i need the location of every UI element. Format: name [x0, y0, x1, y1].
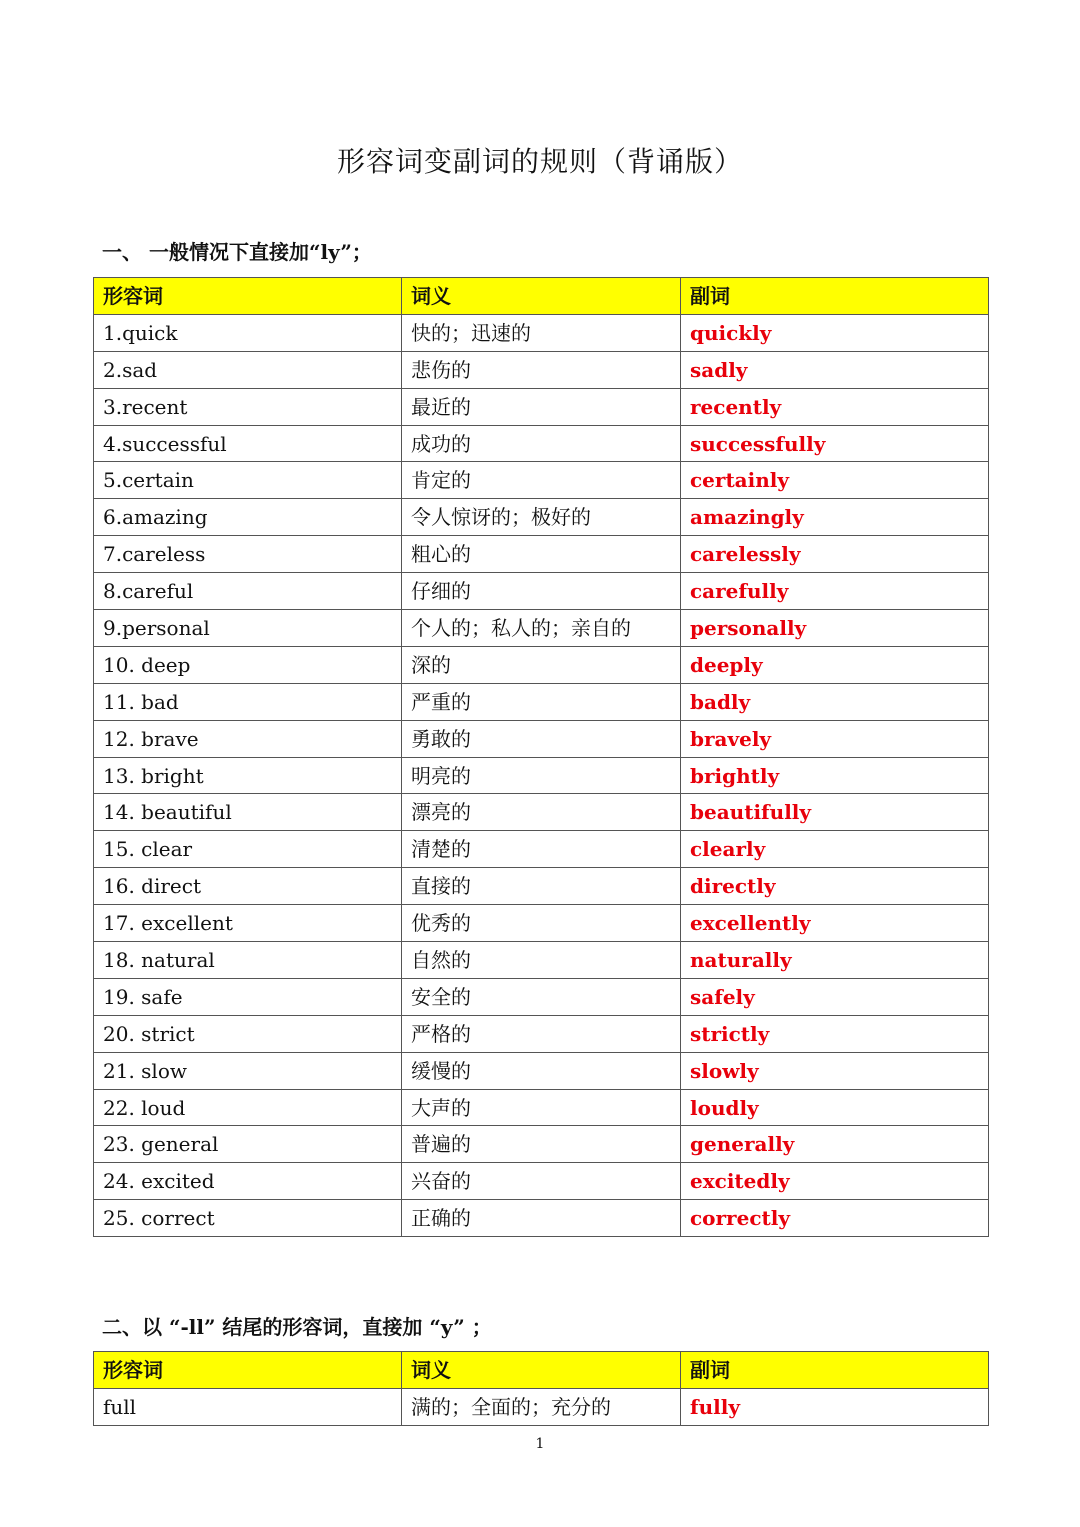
adverb-cell: deeply	[681, 646, 989, 683]
header-meaning: 词义	[402, 1352, 681, 1389]
adverb-cell: recently	[681, 388, 989, 425]
table-row	[94, 720, 989, 757]
adjective-cell: 2.sad	[94, 351, 402, 388]
meaning-cell: 悲伤的	[402, 351, 681, 388]
adjective-cell: 10. deep	[94, 646, 402, 683]
adverb-cell: slowly	[681, 1052, 989, 1089]
adjective-cell: 25. correct	[94, 1200, 402, 1237]
table-row	[94, 536, 989, 573]
adverb-cell: carelessly	[681, 536, 989, 573]
table-row	[94, 757, 989, 794]
meaning-cell: 正确的	[402, 1200, 681, 1237]
adjective-cell: 18. natural	[94, 942, 402, 979]
adverb-cell: generally	[681, 1126, 989, 1163]
table-row	[94, 1200, 989, 1237]
meaning-cell: 肯定的	[402, 462, 681, 499]
adverb-cell: badly	[681, 683, 989, 720]
table-row	[94, 868, 989, 905]
table-row	[94, 794, 989, 831]
meaning-cell: 缓慢的	[402, 1052, 681, 1089]
table-row	[94, 683, 989, 720]
header-meaning: 词义	[402, 278, 681, 315]
adjective-cell: 14. beautiful	[94, 794, 402, 831]
adverb-cell: successfully	[681, 425, 989, 462]
header-adjective: 形容词	[94, 278, 402, 315]
table-header-row	[94, 278, 989, 315]
section-2-body	[94, 1388, 989, 1425]
meaning-cell: 漂亮的	[402, 794, 681, 831]
adjective-cell: 20. strict	[94, 1015, 402, 1052]
table-row	[94, 1015, 989, 1052]
adverb-cell: naturally	[681, 942, 989, 979]
page-title: 形容词变副词的规则（背诵版）	[336, 145, 743, 178]
adjective-cell: 17. excellent	[94, 905, 402, 942]
table-row	[94, 388, 989, 425]
adjective-cell: 6.amazing	[94, 499, 402, 536]
table-row	[94, 314, 989, 351]
meaning-cell: 成功的	[402, 425, 681, 462]
table-row	[94, 1089, 989, 1126]
adjective-cell: 11. bad	[94, 683, 402, 720]
table-row	[94, 646, 989, 683]
meaning-cell: 粗心的	[402, 536, 681, 573]
adjective-cell: 5.certain	[94, 462, 402, 499]
meaning-cell: 满的；全面的；充分的	[402, 1388, 681, 1425]
adverb-cell: excellently	[681, 905, 989, 942]
adverb-cell: excitedly	[681, 1163, 989, 1200]
adjective-cell: 15. clear	[94, 831, 402, 868]
meaning-cell: 深的	[402, 646, 681, 683]
adjective-cell: 1.quick	[94, 314, 402, 351]
adjective-cell: full	[94, 1388, 402, 1425]
header-adverb: 副词	[681, 1352, 989, 1389]
adverb-cell: correctly	[681, 1200, 989, 1237]
adverb-cell: carefully	[681, 573, 989, 610]
adverb-cell: brightly	[681, 757, 989, 794]
adjective-cell: 8.careful	[94, 573, 402, 610]
meaning-cell: 自然的	[402, 942, 681, 979]
adverb-cell: personally	[681, 610, 989, 647]
section-2-heading: 二、以 “-ll” 结尾的形容词，直接加 “y” ；	[102, 1315, 492, 1339]
meaning-cell: 安全的	[402, 978, 681, 1015]
adverb-cell: quickly	[681, 314, 989, 351]
adjective-cell: 19. safe	[94, 978, 402, 1015]
adverb-cell: loudly	[681, 1089, 989, 1126]
adverb-cell: amazingly	[681, 499, 989, 536]
meaning-cell: 快的；迅速的	[402, 314, 681, 351]
adjective-cell: 16. direct	[94, 868, 402, 905]
adjective-cell: 21. slow	[94, 1052, 402, 1089]
table-row	[94, 1052, 989, 1089]
meaning-cell: 令人惊讶的；极好的	[402, 499, 681, 536]
section-1-table	[93, 277, 989, 1237]
adverb-cell: sadly	[681, 351, 989, 388]
adjective-cell: 22. loud	[94, 1089, 402, 1126]
table-row	[94, 425, 989, 462]
adjective-cell: 12. brave	[94, 720, 402, 757]
table-row	[94, 905, 989, 942]
meaning-cell: 勇敢的	[402, 720, 681, 757]
section-1-heading: 一、 一般情况下直接加“ly”；	[102, 240, 372, 264]
table-row	[94, 573, 989, 610]
adjective-cell: 23. general	[94, 1126, 402, 1163]
section-1-body	[94, 314, 989, 1236]
meaning-cell: 兴奋的	[402, 1163, 681, 1200]
meaning-cell: 严重的	[402, 683, 681, 720]
adjective-cell: 9.personal	[94, 610, 402, 647]
table-header-row	[94, 1352, 989, 1389]
meaning-cell: 最近的	[402, 388, 681, 425]
table-row	[94, 499, 989, 536]
adjective-cell: 24. excited	[94, 1163, 402, 1200]
table-row	[94, 1388, 989, 1425]
table-row	[94, 610, 989, 647]
meaning-cell: 个人的；私人的；亲自的	[402, 610, 681, 647]
adverb-cell: beautifully	[681, 794, 989, 831]
adjective-cell: 13. bright	[94, 757, 402, 794]
meaning-cell: 严格的	[402, 1015, 681, 1052]
meaning-cell: 大声的	[402, 1089, 681, 1126]
adjective-cell: 3.recent	[94, 388, 402, 425]
meaning-cell: 直接的	[402, 868, 681, 905]
adverb-cell: safely	[681, 978, 989, 1015]
adverb-cell: bravely	[681, 720, 989, 757]
table-row	[94, 1126, 989, 1163]
meaning-cell: 仔细的	[402, 573, 681, 610]
table-row	[94, 942, 989, 979]
table-row	[94, 351, 989, 388]
section-2-table	[93, 1351, 989, 1426]
adverb-cell: strictly	[681, 1015, 989, 1052]
adjective-cell: 4.successful	[94, 425, 402, 462]
meaning-cell: 清楚的	[402, 831, 681, 868]
header-adjective: 形容词	[94, 1352, 402, 1389]
adverb-cell: certainly	[681, 462, 989, 499]
meaning-cell: 明亮的	[402, 757, 681, 794]
table-row	[94, 831, 989, 868]
meaning-cell: 普遍的	[402, 1126, 681, 1163]
table-row	[94, 462, 989, 499]
adverb-cell: fully	[681, 1388, 989, 1425]
adjective-cell: 7.careless	[94, 536, 402, 573]
table-row	[94, 1163, 989, 1200]
table-row	[94, 978, 989, 1015]
meaning-cell: 优秀的	[402, 905, 681, 942]
header-adverb: 副词	[681, 278, 989, 315]
adverb-cell: clearly	[681, 831, 989, 868]
adverb-cell: directly	[681, 868, 989, 905]
page-number: 1	[535, 1436, 545, 1452]
